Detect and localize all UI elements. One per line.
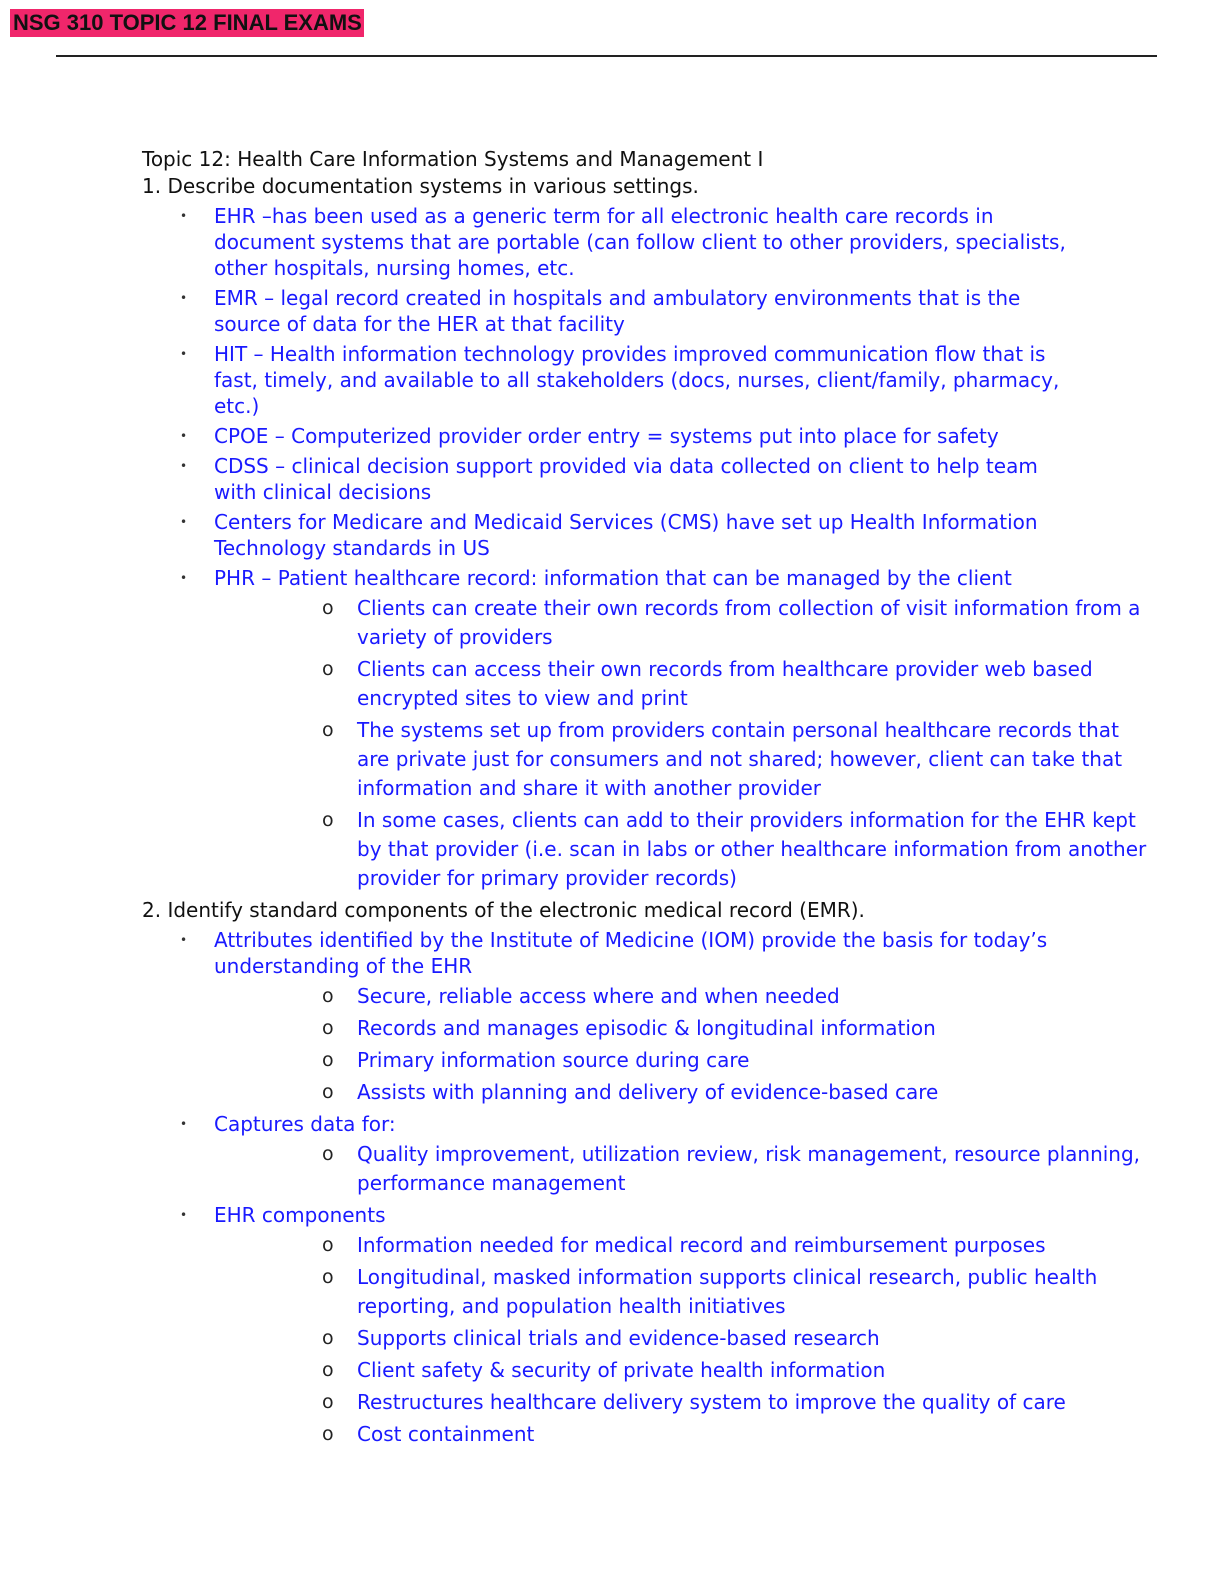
sub-list-item — [214, 1388, 1154, 1417]
circle-bullet-icon: o — [322, 1359, 334, 1381]
sub-list-item — [214, 1324, 1154, 1353]
bullet-icon: • — [180, 209, 188, 223]
list-item — [142, 509, 1082, 561]
circle-bullet-icon: o — [322, 1327, 334, 1349]
sub-list-item-text: In some cases, clients can add to their providers information for the EHR kept by that provider (i.e. scan in labs or other healthcare information from another provider for primary provider records) — [357, 808, 1147, 890]
captures-sub-list — [286, 1140, 1154, 1198]
sub-list-item — [214, 1356, 1154, 1385]
list-item — [142, 1202, 1098, 1449]
question-1-heading: 1. Describe documentation systems in various settings. — [142, 174, 699, 198]
sub-list-item — [214, 1420, 1154, 1449]
sub-list-item-text: Restructures healthcare delivery system to improve the quality of care — [357, 1390, 1066, 1414]
sub-list-item-text: Longitudinal, masked information supports clinical research, public health reporting, and population health initiatives — [357, 1265, 1098, 1318]
question-2-heading: 2. Identify standard components of the electronic medical record (EMR). — [142, 898, 865, 922]
circle-bullet-icon: o — [322, 1049, 334, 1071]
list-item-text: EHR –has been used as a generic term for all electronic health care records in document systems that are portable (can follow client to other providers, specialists, other hospitals, nursing homes, etc. — [214, 204, 1066, 280]
circle-bullet-icon: o — [322, 1234, 334, 1256]
list-item — [142, 927, 1082, 1107]
circle-bullet-icon: o — [322, 1081, 334, 1103]
question-2-list — [142, 927, 1141, 1449]
sub-list-item-text: Records and manages episodic & longitudinal information — [357, 1016, 936, 1040]
list-item — [142, 423, 1082, 449]
sub-list-item — [214, 806, 1154, 893]
sub-list-item-text: Primary information source during care — [357, 1048, 750, 1072]
bullet-icon: • — [180, 933, 188, 947]
sub-list-item-text: Quality improvement, utilization review, risk management, resource planning, performance management — [357, 1142, 1141, 1195]
circle-bullet-icon: o — [322, 597, 334, 619]
sub-list-item — [214, 655, 1154, 713]
sub-list-item — [214, 1014, 1154, 1043]
list-item — [142, 285, 1082, 337]
circle-bullet-icon: o — [322, 1391, 334, 1413]
phr-sub-list — [286, 594, 1154, 893]
list-item-text: CPOE – Computerized provider order entry = systems put into place for safety — [214, 424, 999, 448]
iom-sub-list — [286, 982, 1154, 1107]
bullet-icon: • — [180, 429, 188, 443]
list-item — [142, 203, 1082, 281]
sub-list-item-text: Information needed for medical record and reimbursement purposes — [357, 1233, 1046, 1257]
list-item-text: PHR – Patient healthcare record: information that can be managed by the client — [214, 566, 1012, 590]
iom-sub-list-wrap — [286, 982, 1154, 1107]
list-item — [142, 341, 1082, 419]
list-item-text: Attributes identified by the Institute of Medicine (IOM) provide the basis for today’s understanding of the EHR — [214, 928, 1048, 978]
sub-list-item-text: Clients can create their own records from collection of visit information from a variety of providers — [357, 596, 1141, 649]
circle-bullet-icon: o — [322, 1017, 334, 1039]
sub-list-item — [214, 1046, 1154, 1075]
bullet-icon: • — [180, 291, 188, 305]
list-item — [142, 565, 1147, 893]
sub-list-item — [214, 1078, 1154, 1107]
document-header-badge: NSG 310 TOPIC 12 FINAL EXAMS — [10, 9, 364, 37]
list-item-text: EMR – legal record created in hospitals and ambulatory environments that is the source of data for the HER at that facility — [214, 286, 1021, 336]
list-item-text: Captures data for: — [214, 1112, 396, 1136]
sub-list-item-text: Secure, reliable access where and when needed — [357, 984, 840, 1008]
header-divider — [56, 55, 1157, 57]
ehr-sub-list — [286, 1231, 1154, 1449]
document-body — [142, 146, 1147, 1453]
captures-sub-list-wrap — [286, 1140, 1154, 1198]
topic-title: Topic 12: Health Care Information Systems and Management I — [142, 147, 764, 171]
list-item — [142, 453, 1082, 505]
circle-bullet-icon: o — [322, 1143, 334, 1165]
list-item-text: EHR components — [214, 1203, 386, 1227]
circle-bullet-icon: o — [322, 719, 334, 741]
sub-list-item — [214, 594, 1154, 652]
bullet-icon: • — [180, 1208, 188, 1222]
circle-bullet-icon: o — [322, 985, 334, 1007]
bullet-icon: • — [180, 515, 188, 529]
sub-list-item-text: Assists with planning and delivery of evidence-based care — [357, 1080, 939, 1104]
circle-bullet-icon: o — [322, 809, 334, 831]
sub-list-item-text: Supports clinical trials and evidence-based research — [357, 1326, 880, 1350]
sub-list-item — [214, 1231, 1154, 1260]
sub-list-item — [214, 1140, 1154, 1198]
bullet-icon: • — [180, 571, 188, 585]
bullet-icon: • — [180, 459, 188, 473]
bullet-icon: • — [180, 347, 188, 361]
circle-bullet-icon: o — [322, 1266, 334, 1288]
sub-list-item-text: Clients can access their own records from healthcare provider web based encrypted sites to view and print — [357, 657, 1093, 710]
list-item-text: CDSS – clinical decision support provided via data collected on client to help team with clinical decisions — [214, 454, 1038, 504]
list-item-text: Centers for Medicare and Medicaid Services (CMS) have set up Health Information Technology standards in US — [214, 510, 1038, 560]
phr-sub-list-wrap — [286, 594, 1154, 893]
sub-list-item — [214, 1263, 1154, 1321]
sub-list-item — [214, 716, 1154, 803]
bullet-icon: • — [180, 1117, 188, 1131]
sub-list-item-text: Client safety & security of private health information — [357, 1358, 886, 1382]
sub-list-item-text: The systems set up from providers contain personal healthcare records that are private just for consumers and not shared; however, client can take that information and share it with another provider — [357, 718, 1123, 800]
circle-bullet-icon: o — [322, 1423, 334, 1445]
sub-list-item-text: Cost containment — [357, 1422, 535, 1446]
circle-bullet-icon: o — [322, 658, 334, 680]
list-item — [142, 1111, 1141, 1198]
question-1-list — [142, 203, 1147, 893]
ehr-sub-list-wrap — [286, 1231, 1154, 1449]
list-item-text: HIT – Health information technology provides improved communication flow that is fast, timely, and available to all stakeholders (docs, nurses, client/family, pharmacy, etc.) — [214, 342, 1060, 418]
sub-list-item — [214, 982, 1154, 1011]
